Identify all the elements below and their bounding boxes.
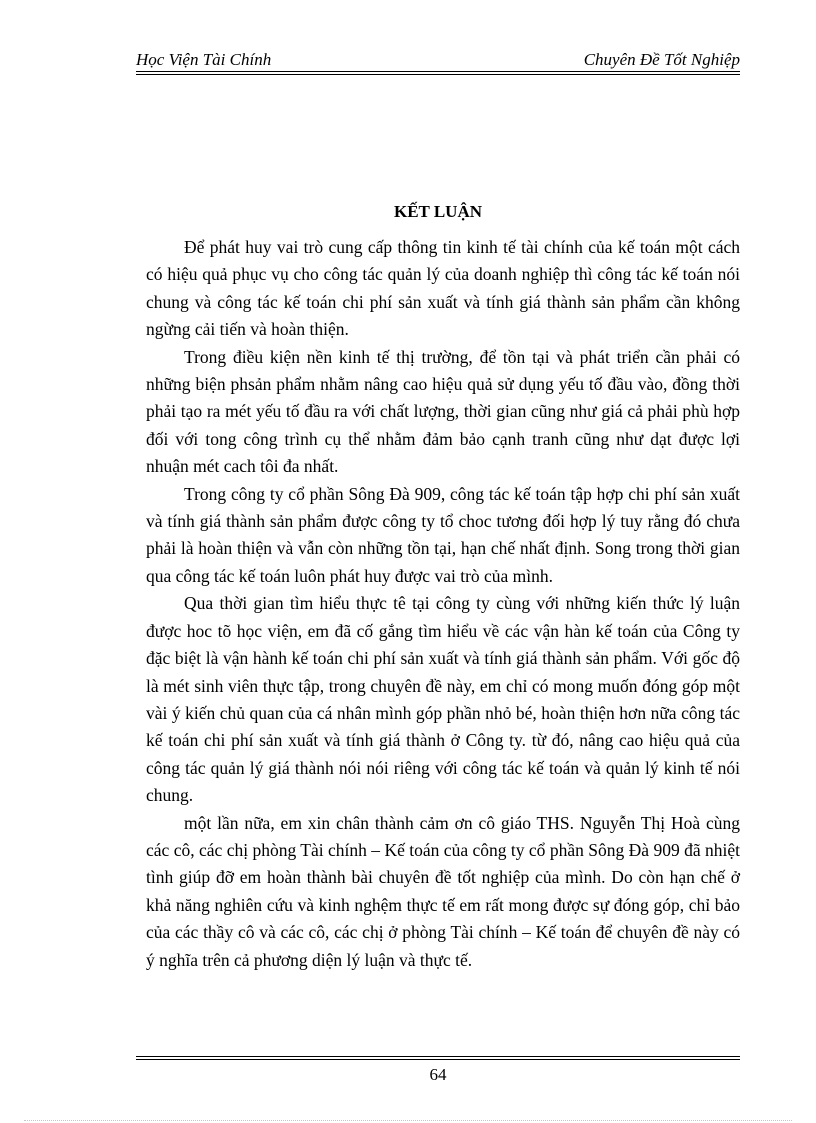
page-edge-line (24, 1120, 792, 1121)
paragraph-2: Trong điều kiện nền kinh tế thị trường, để tồn tại và phát triển cần phải có những biện phsản phẩm nhằm nâng cao hiệu quả sử dụng yếu tố đầu vào, đồng thời phải tạo ra mét yếu tố đầu ra với chất lượng, thời gian cũng như giá cả phải phù hợp đối với tong công trình cụ thể nhằm đảm bảo cạnh tranh cũng như dạt được lợi nhuận mét cach tôi đa nhất. (146, 346, 740, 477)
paragraph-5: một lần nữa, em xin chân thành cảm ơn cô giáo THS. Nguyễn Thị Hoà cùng các cô, các chị phòng Tài chính – Kế toán của công ty cổ phần Sông Đà 909 đã nhiệt tình giúp đỡ em hoàn thành bài chuyên đề tốt nghiệp của mình. Do còn hạn chế ở khả năng nghiên cứu và kinh nghệm thực tế em rất mong được sự đóng góp, chỉ bảo của các thầy cô và các cô, các chị ở phòng Tài chính – Kế toán để chuyên đề này có ý nghĩa trên cả phương diện lý luận và thực tế. (146, 812, 740, 970)
section-title: KẾT LUẬN (393, 202, 482, 221)
paragraph-1: Để phát huy vai trò cung cấp thông tin kinh tế tài chính của kế toán một cách có hiệu quả phục vụ cho công tác quản lý của doanh nghiệp thì công tác kế toán nói chung và công tác kế toán chi phí sản xuất và tính giá thành sản phẩm cần không ngừng cải tiến và hoàn thiện. (146, 237, 740, 340)
document-body (146, 234, 740, 974)
page-number: 64 (429, 1065, 447, 1084)
footer-divider (136, 1056, 740, 1060)
header-divider (136, 71, 740, 75)
paragraph-3: Trong công ty cổ phần Sông Đà 909, công tác kế toán tập hợp chi phí sản xuất và tính giá thành sản phẩm được công ty tổ choc tương đối hợp lý tuy rằng đó chưa phải là hoàn thiện và vẫn còn những tồn tại, hạn chế nhất định. Song trong thời gian qua công tác kế toán luôn phát huy được vai trò của mình. (146, 483, 740, 586)
header-document-type: Chuyên Đề Tốt Nghiệp (583, 50, 740, 69)
paragraph-4: Qua thời gian tìm hiểu thực tê tại công ty cùng với những kiến thức lý luận được hoc tõ học viện, em đã cố gắng tìm hiểu về các vận hàn kế toán của Công ty đặc biệt là vận hành kế toán chi phí sản xuất và tính giá thành sản phẩm. Với gốc độ là mét sinh viên thực tập, trong chuyên đề này, em chỉ có mong muốn đóng góp một vài ý kiến chủ quan của cá nhân mình góp phần nhỏ bé, hoàn thiện hơn nữa công tác kế toán chi phí sản xuất và tính giá thành ở Công ty. từ đó, nâng cao hiệu quả của công tác quản lý giá thành nói nói riêng với công tác kế toán và quản lý kinh tế nói chung. (146, 593, 740, 806)
page-header (136, 48, 740, 72)
header-institution: Học Viện Tài Chính (136, 50, 272, 69)
